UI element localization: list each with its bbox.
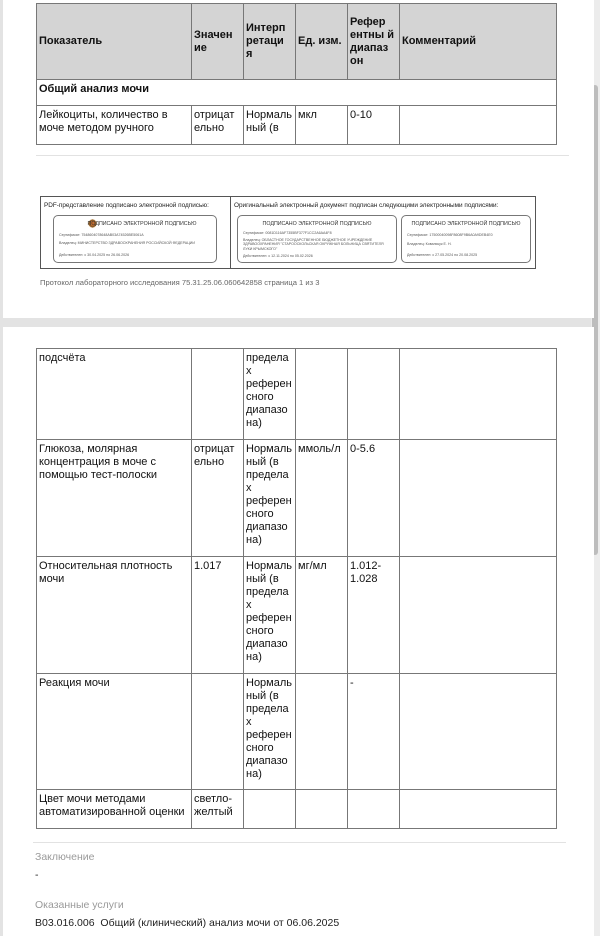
signature-stamp [401,215,531,263]
stamp-owner: Владелец: ОБЛАСТНОЕ ГОСУДАРСТВЕННОЕ БЮДЖЕТНОЕ УЧРЕЖДЕНИЕ ЗДРАВООХРАНЕНИЯ "СТАРООСКОЛЬСКАЯ ОКРУЖНАЯ БОЛЬНИЦА СВЯТИТЕЛЯ ЛУКИ КРЫМСКОГО" [243,238,384,251]
conclusion-label: Заключение [35,851,95,863]
divider [36,155,569,156]
cell-indicator: Относительная плотность мочи [37,557,192,674]
table-row [37,557,557,674]
table-row [37,790,557,829]
cell-comment [400,557,557,674]
stamp-title: ПОДПИСАНО ЭЛЕКТРОННОЙ ПОДПИСЬЮ [87,221,197,227]
table-header-row [37,4,557,80]
stamp-certificate: Сертификат: 17500040098F8608F9B6A0A9DEB4E0 [407,233,493,237]
service-code: B03.016.006 [35,917,95,929]
cell-indicator: Цвет мочи методами автоматизированной оценки [37,790,192,829]
cell-value: отрицат ельно [192,440,244,557]
cell-indicator: Глюкоза, молярная концентрация в моче с помощью тест-полоски [37,440,192,557]
cell-unit: мг/мл [296,557,348,674]
stamp-owner: Владелец: Ковальчук Е. Н. [407,242,452,246]
signature-stamp [237,215,397,263]
cell-unit: мкл [296,106,348,145]
cell-unit [296,790,348,829]
cell-unit [296,349,348,440]
section-title: Общий анализ мочи [37,80,557,106]
header-interpretation: Интерп ретаци я [244,4,296,80]
stamp-owner: Владелец: МИНИСТЕРСТВО ЗДРАВООХРАНЕНИЯ РОССИЙСКОЙ ФЕДЕРАЦИИ [59,241,195,245]
header-indicator: Показатель [37,4,192,80]
document-page-2 [3,327,594,936]
cell-value: отрицат ельно [192,106,244,145]
divider [33,842,566,843]
services-label: Оказанные услуги [35,899,124,911]
cell-value [192,674,244,790]
cell-reference-range: 0-5.6 [348,440,400,557]
cell-reference-range: 0-10 [348,106,400,145]
signature-block [40,196,536,269]
cell-indicator: Лейкоциты, количество в моче методом ручного [37,106,192,145]
cell-comment [400,349,557,440]
cell-unit: ммоль/л [296,440,348,557]
cell-interpretation [244,790,296,829]
cell-comment [400,440,557,557]
table-row [37,106,557,145]
stamp-certificate: Сертификат: 0081D116AF7355BF377F1CC2A6AA4F8 [243,231,332,235]
protocol-footer: Протокол лабораторного исследования 75.31.25.06.060642858 страница 1 из 3 [40,278,320,287]
cell-reference-range [348,790,400,829]
cell-interpretation: Нормаль ный (в предела х референ сного диапазо на) [244,557,296,674]
service-item [35,917,339,929]
table-row [37,440,557,557]
signature-stamp [53,215,217,263]
service-name: Общий (клинический) анализ мочи от 06.06.2025 [100,917,340,929]
conclusion-value: - [35,869,39,881]
cell-interpretation: Нормаль ный (в предела х референ сного диапазо на) [244,440,296,557]
cell-interpretation: Нормаль ный (в предела х референ сного диапазо на) [244,674,296,790]
cell-comment [400,674,557,790]
cell-comment [400,106,557,145]
results-table-page-1 [36,3,557,145]
cell-reference-range [348,349,400,440]
stamp-validity: Действителен: с 12.11.2024 по 05.02.2026 [243,254,313,258]
cell-value [192,349,244,440]
cell-reference-range: - [348,674,400,790]
table-row [37,349,557,440]
cell-reference-range: 1.012- 1.028 [348,557,400,674]
header-value: Значен ие [192,4,244,80]
cell-interpretation: Нормаль ный (в [244,106,296,145]
results-table-page-2 [36,348,557,829]
stamp-validity: Действителен: с 30.04.2025 по 26.06.2026 [59,253,130,257]
header-reference-range: Рефер ентны й диапаз он [348,4,400,80]
header-comment: Комментарий [400,4,557,80]
section-row [37,80,557,106]
table-row [37,674,557,790]
pdf-signature-panel [41,197,231,268]
header-unit: Ед. изм. [296,4,348,80]
cell-unit [296,674,348,790]
stamp-certificate: Сертификат: 7548604078648AB03A74526BE5061A [59,233,144,237]
original-signature-heading: Оригинальный электронный документ подписан следующими электронными подписями: [234,202,499,209]
cell-comment [400,790,557,829]
stamp-title: ПОДПИСАНО ЭЛЕКТРОННОЙ ПОДПИСЬЮ [411,221,521,227]
cell-value: 1.017 [192,557,244,674]
cell-indicator: подсчёта [37,349,192,440]
stamp-title: ПОДПИСАНО ЭЛЕКТРОННОЙ ПОДПИСЬЮ [262,221,372,227]
cell-indicator: Реакция мочи [37,674,192,790]
pdf-signature-heading: PDF-представление подписано электронной подписью: [44,202,209,209]
cell-interpretation: предела х референ сного диапазо на) [244,349,296,440]
stamp-validity: Действителен: с 27.05.2024 по 20.08.2025 [407,253,478,257]
document-page-1 [3,0,594,318]
cell-value: светло- желтый [192,790,244,829]
